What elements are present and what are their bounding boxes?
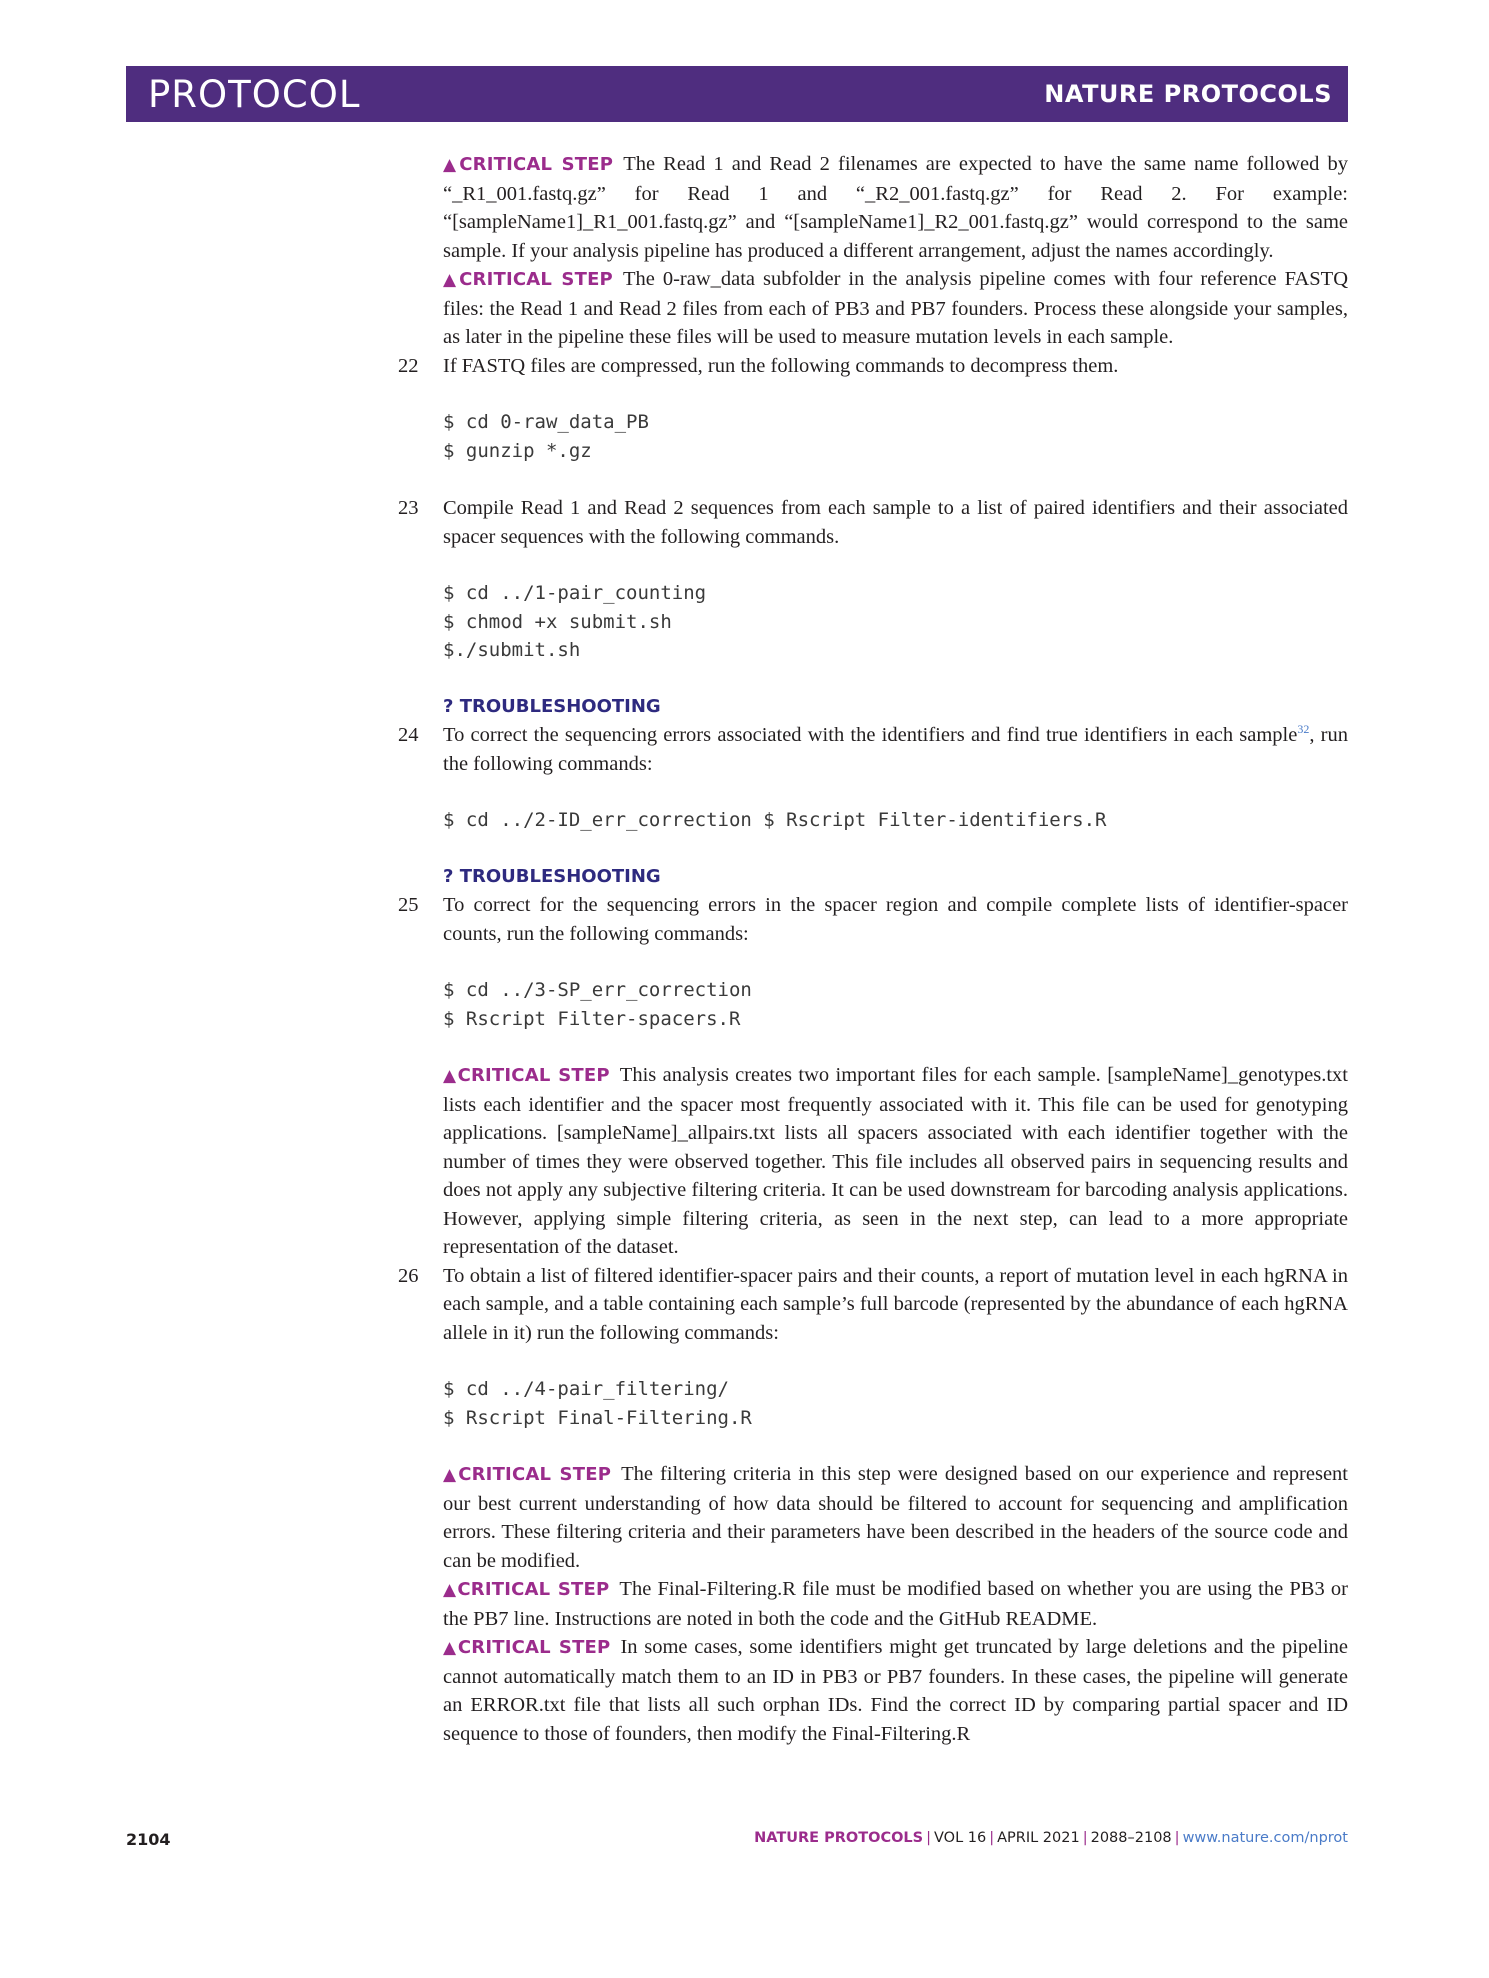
step-number: 25 bbox=[398, 894, 419, 916]
critical-step-3 bbox=[443, 1061, 1348, 1262]
critical-label: CRITICAL STEP bbox=[458, 1464, 612, 1485]
step-24 bbox=[398, 721, 1348, 778]
triangle-icon: ▲ bbox=[443, 155, 460, 175]
critical-step-1 bbox=[443, 150, 1348, 265]
code-line: $ cd ../1-pair_counting bbox=[443, 582, 707, 604]
critical-label: CRITICAL STEP bbox=[457, 1065, 610, 1086]
code-line: $ Rscript Final-Filtering.R bbox=[443, 1406, 752, 1429]
critical-text: In some cases, some identifiers might get truncated by large deletions and the pipeline cannot automatically match them to an ID in PB3 or PB7 founders. In these cases, the pipeline will generate an ERROR.txt file that lists all such orphan IDs. Find the correct ID by comparing partial spacer and ID sequence to those of founders, then modify the Final-Filtering.R bbox=[443, 1636, 1349, 1745]
critical-text: The 0-raw_data subfolder in the analysis pipeline comes with four reference FASTQ files: the Read 1 and Read 2 files from each of PB3 and PB7 founders. Process these alongside your samples, as later in the pipeline these files will be used to measure mutation levels in each sample. bbox=[443, 268, 1349, 348]
code-line: $ cd 0-raw_data_PB bbox=[443, 411, 649, 433]
section-label: PROTOCOL bbox=[148, 72, 361, 116]
triangle-icon: ▲ bbox=[443, 1465, 459, 1485]
critical-step-6 bbox=[443, 1633, 1348, 1748]
footer-citation: NATURE PROTOCOLS | VOL 16 | APRIL 2021 | 2088–2108 | www.nature.com/nprot bbox=[754, 1830, 1348, 1846]
step-text: To correct for the sequencing errors in the spacer region and compile complete lists of identifier-spacer counts, run the following commands: bbox=[443, 894, 1348, 945]
step-25 bbox=[398, 891, 1348, 948]
code-line: $ cd ../3-SP_err_correction bbox=[443, 979, 752, 1001]
step-text: To obtain a list of filtered identifier-spacer pairs and their counts, a report of mutation level in each hgRNA in each sample, and a table containing each sample’s full barcode (represented by the abundance of each hgRNA allele in it) run the following commands: bbox=[443, 1264, 1348, 1344]
step-text: To correct the sequencing errors associated with the identifiers and find true identifiers in each sample bbox=[443, 724, 1298, 746]
step-number: 24 bbox=[398, 724, 419, 746]
critical-label: CRITICAL STEP bbox=[459, 154, 614, 175]
footer-volume: VOL 16 bbox=[934, 1830, 987, 1846]
critical-text: The Read 1 and Read 2 filenames are expected to have the same name followed by “_R1_001.fastq.gz” for Read 1 and “_R2_001.fastq.gz” for Read 2. For example: “[sampleName1]_R1_001.fastq.gz” and “[sampleName1]_R2_001.fastq.gz” would correspond to the same sample. If your analysis pipeline has produced a different arrangement, adjust the names accordingly. bbox=[443, 153, 1349, 262]
critical-label: CRITICAL STEP bbox=[457, 1637, 611, 1658]
step-text: , run the following commands: bbox=[443, 724, 1348, 775]
footer-date: APRIL 2021 bbox=[997, 1830, 1080, 1846]
step-text: Compile Read 1 and Read 2 sequences from each sample to a list of paired identifiers and their associated spacer sequences with the following commands. bbox=[443, 497, 1348, 548]
step-text: If FASTQ files are compressed, run the following commands to decompress them. bbox=[443, 354, 1119, 377]
critical-text: The Final-Filtering.R file must be modified based on whether you are using the PB3 or the PB7 line. Instructions are noted in both the code and the GitHub README. bbox=[443, 1578, 1349, 1630]
code-line: $ cd ../2-ID_err_correction $ Rscript Filter-identifiers.R bbox=[443, 809, 1107, 831]
footer-url-link[interactable]: www.nature.com/nprot bbox=[1182, 1830, 1348, 1846]
triangle-icon: ▲ bbox=[443, 1580, 458, 1600]
step-22 bbox=[398, 352, 1348, 381]
triangle-icon: ▲ bbox=[443, 1638, 458, 1658]
step-26 bbox=[398, 1262, 1348, 1348]
critical-text: The filtering criteria in this step were designed based on our experience and represent our best current understanding of how data should be filtered to account for sequencing and amplification errors. These filtering criteria and their parameters have been described in the headers of the source code and can be modified. bbox=[443, 1463, 1348, 1572]
critical-step-2 bbox=[443, 265, 1348, 352]
footer-pages: 2088–2108 bbox=[1090, 1830, 1172, 1846]
main-content bbox=[398, 150, 1349, 1748]
step-23 bbox=[398, 494, 1348, 551]
critical-step-4 bbox=[443, 1460, 1348, 1575]
header-bar bbox=[126, 66, 1348, 122]
code-line: $./submit.sh bbox=[443, 639, 581, 661]
step-number: 22 bbox=[398, 354, 419, 377]
step-number: 26 bbox=[398, 1264, 419, 1287]
troubleshooting-label: ? TROUBLESHOOTING bbox=[443, 695, 661, 717]
step-number: 23 bbox=[398, 497, 419, 519]
troubleshooting-label: ? TROUBLESHOOTING bbox=[443, 865, 661, 887]
journal-name: NATURE PROTOCOLS bbox=[1044, 80, 1332, 108]
critical-label: CRITICAL STEP bbox=[457, 1579, 610, 1600]
reference-link[interactable]: 32 bbox=[1297, 722, 1310, 737]
triangle-icon: ▲ bbox=[443, 270, 460, 290]
code-line: $ Rscript Filter-spacers.R bbox=[443, 1007, 741, 1030]
critical-text: This analysis creates two important files for each sample. [sampleName]_genotypes.txt lists each identifier and the spacer most frequently associated with it. This file can be used for genotyping applications. [sampleName]_allpairs.txt lists all spacers associated with each identifier together with the number of times they were observed together. This file includes all observed pairs in sequencing results and does not apply any subjective filtering criteria. It can be used downstream for barcoding analysis applications. However, applying simple filtering criteria, as seen in the next step, can lead to a more appropriate representation of the dataset. bbox=[443, 1064, 1348, 1258]
triangle-icon: ▲ bbox=[443, 1066, 458, 1086]
code-line: $ gunzip *.gz bbox=[443, 439, 592, 462]
footer-journal: NATURE PROTOCOLS bbox=[754, 1830, 924, 1846]
critical-label: CRITICAL STEP bbox=[459, 269, 613, 290]
critical-step-5 bbox=[443, 1575, 1348, 1633]
code-line: $ chmod +x submit.sh bbox=[443, 610, 672, 633]
page-number: 2104 bbox=[126, 1830, 171, 1849]
code-line: $ cd ../4-pair_filtering/ bbox=[443, 1378, 729, 1400]
